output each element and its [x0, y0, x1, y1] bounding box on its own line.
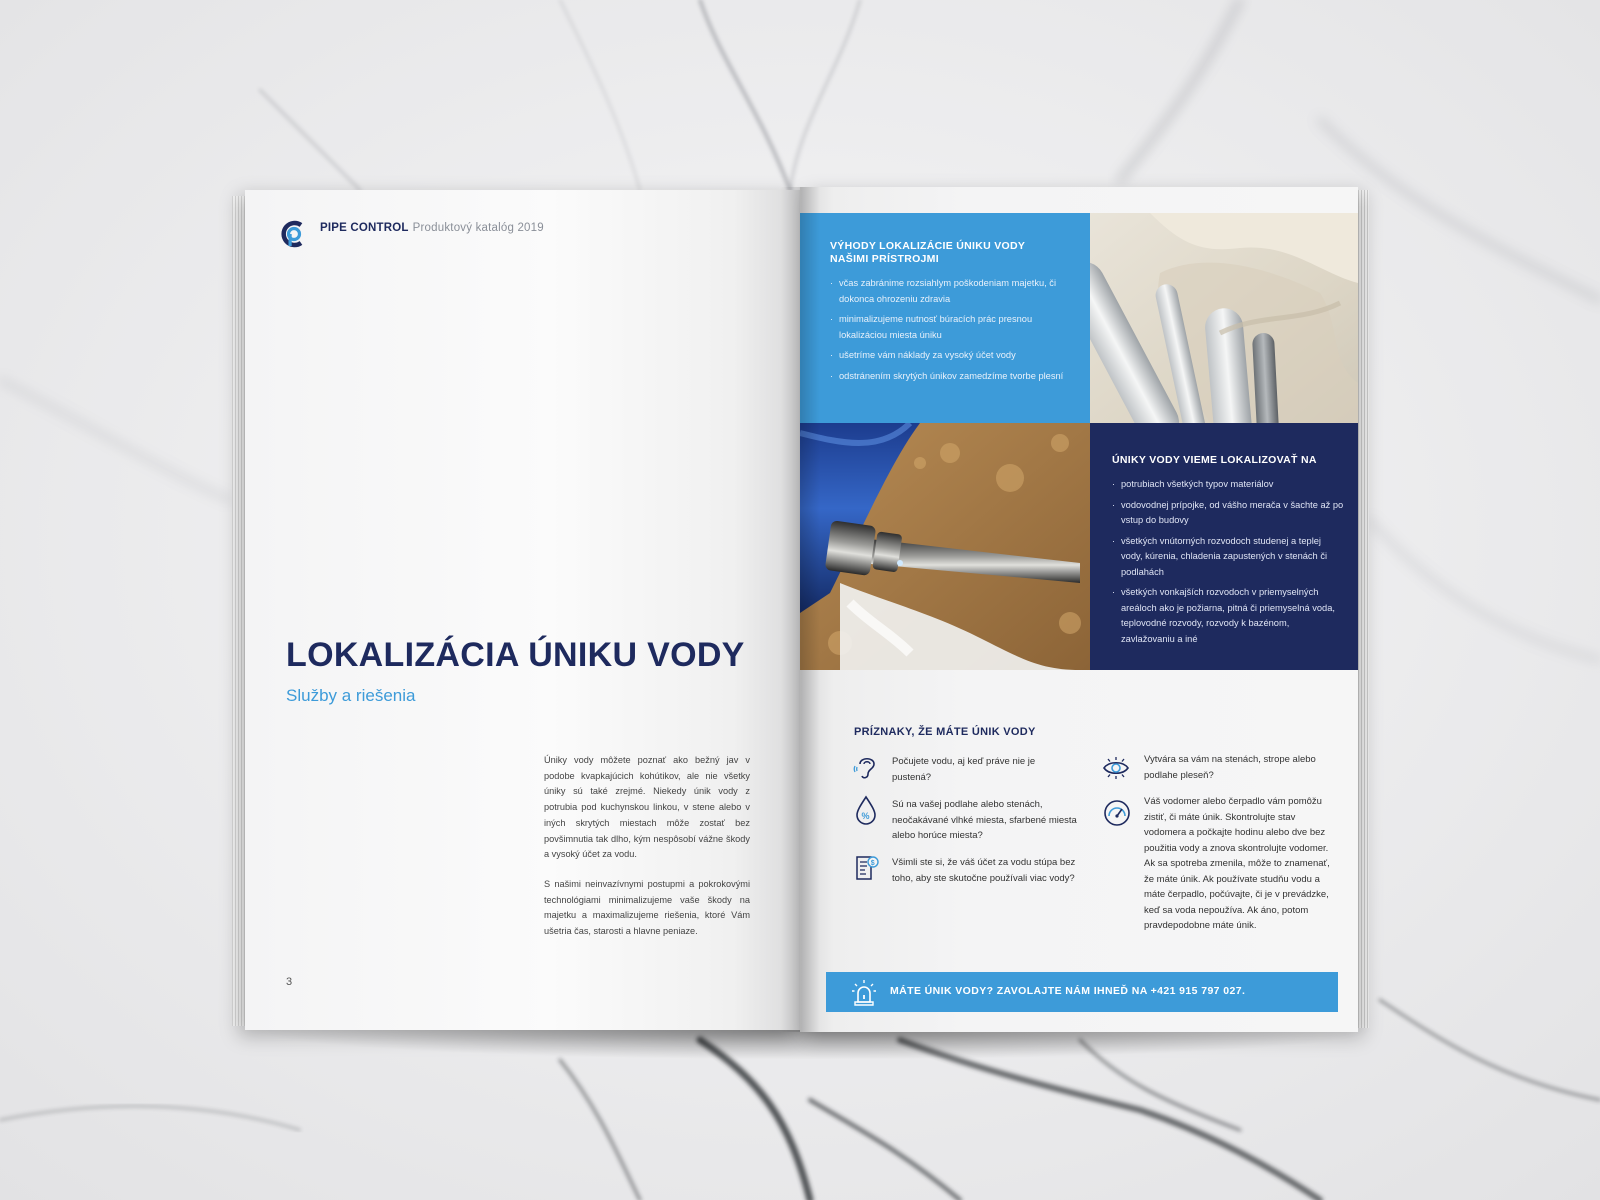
pipe-leak-photo — [800, 423, 1090, 670]
symptoms-title: PRÍZNAKY, ŽE MÁTE ÚNIK VODY — [854, 726, 1036, 738]
benefits-title-line-1: VÝHODY LOKALIZÁCIE ÚNIKU VODY — [830, 240, 1026, 252]
page-title: LOKALIZÁCIA ÚNIKU VODY — [286, 636, 745, 674]
brand-name: PIPE CONTROL — [320, 222, 409, 234]
catalog-name: Produktový katalóg 2019 — [412, 222, 544, 234]
wall-pipes-photo — [1090, 213, 1358, 423]
eye-icon — [1102, 755, 1130, 781]
page-number: 3 — [286, 976, 293, 988]
list-item: · všetkých vonkajších rozvodoch v priemyselných areáloch ako je požiarna, pitná či priemyselná voda, teplovodné rozvody, rozvody k bazénom, zavlažovaniu a iné — [1112, 585, 1344, 647]
list-item: · odstránením skrytých únikov zamedzíme tvorbe plesní — [830, 369, 1080, 385]
locations-content — [1112, 454, 1344, 652]
ear-icon — [852, 752, 880, 782]
symptom-text: Všimli ste si, že váš účet za vodu stúpa bez toho, aby ste skutočne používali viac vody? — [892, 857, 1076, 884]
book-spine-shadow — [780, 187, 820, 1032]
svg-text:%: % — [861, 811, 870, 821]
humidity-drop-icon — [852, 794, 880, 826]
locations-list — [1112, 477, 1344, 647]
list-item: · včas zabránime rozsiahlym poškodeniam majetku, či dokonca ohrozeniu zdravia — [830, 276, 1080, 307]
benefits-title-line-2: NAŠIMI PRÍSTROJMI — [830, 253, 939, 265]
pipe-control-logo-icon — [279, 219, 307, 249]
list-item: · minimalizujeme nutnosť búracích prác presnou lokalizáciou miesta úniku — [830, 312, 1080, 343]
symptom-text: Sú na vašej podlahe alebo stenách, neočakávané vlhké miesta, sfarbené miesta alebo horúce miesta? — [892, 799, 1077, 841]
page-subtitle: Služby a riešenia — [286, 686, 416, 705]
symptom-text: Počujete vodu, aj keď práve nie je pustená? — [892, 756, 1036, 783]
list-item: · potrubiach všetkých typov materiálov — [1112, 477, 1344, 493]
cta-text: MÁTE ÚNIK VODY? ZAVOLAJTE NÁM IHNEĎ NA +421 915 797 027. — [890, 985, 1246, 997]
intro-text — [544, 753, 750, 954]
brand-header — [320, 222, 544, 234]
locations-title: ÚNIKY VODY VIEME LOKALIZOVAŤ NA — [1112, 454, 1317, 466]
intro-paragraph-1: Úniky vody môžete poznať ako bežný jav v podobe kvapkajúcich kohútikov, ale nie všetky úniky sú také zrejmé. Niekedy únik vody z potrubia pod kuchynskou linkou, v stene alebo v iných skrytých miestach môže zostať bez povšimnutia tak dlho, kým nespôsobí vážne škody a vysoký účet za vodu. — [544, 755, 750, 860]
list-item: · ušetríme vám náklady za vysoký účet vody — [830, 348, 1080, 364]
alarm-light-icon — [851, 978, 877, 1006]
list-item: · všetkých vnútorných rozvodoch studenej a teplej vody, kúrenia, chladenia zapustených v stenách či podlahách — [1112, 534, 1344, 581]
bill-icon — [852, 853, 880, 883]
benefits-content — [830, 240, 1080, 389]
intro-paragraph-2: S našimi neinvazívnymi postupmi a pokrokovými technológiami minimalizujeme vaše škody na majetku a maximalizujeme riešenia, ktoré Vám ušetria čas, starosti a hlavne peniaze. — [544, 878, 750, 937]
symptom-text: Váš vodomer alebo čerpadlo vám pomôžu zistiť, či máte únik. Skontrolujte stav vodomera a počkajte hodinu alebo dve bez použitia vody a znova skontrolujte vodomer. Ak sa spotreba zmenila, môže to znamenať, že máte únik. Ak používate studňu vodu a máte čerpadlo, počúvajte, či je v prevádzke, keď sa voda nepoužíva. Ak áno, potom pravdepodobne máte únik. — [1144, 796, 1330, 931]
svg-text:$: $ — [870, 860, 875, 867]
benefits-title — [830, 240, 1080, 266]
benefits-list — [830, 276, 1080, 384]
gauge-icon — [1102, 798, 1132, 828]
symptom-text: Vytvára sa vám na stenách, strope alebo podlahe pleseň? — [1144, 754, 1316, 781]
list-item: · vodovodnej prípojke, od vášho merača v šachte až po vstup do budovy — [1112, 498, 1344, 529]
